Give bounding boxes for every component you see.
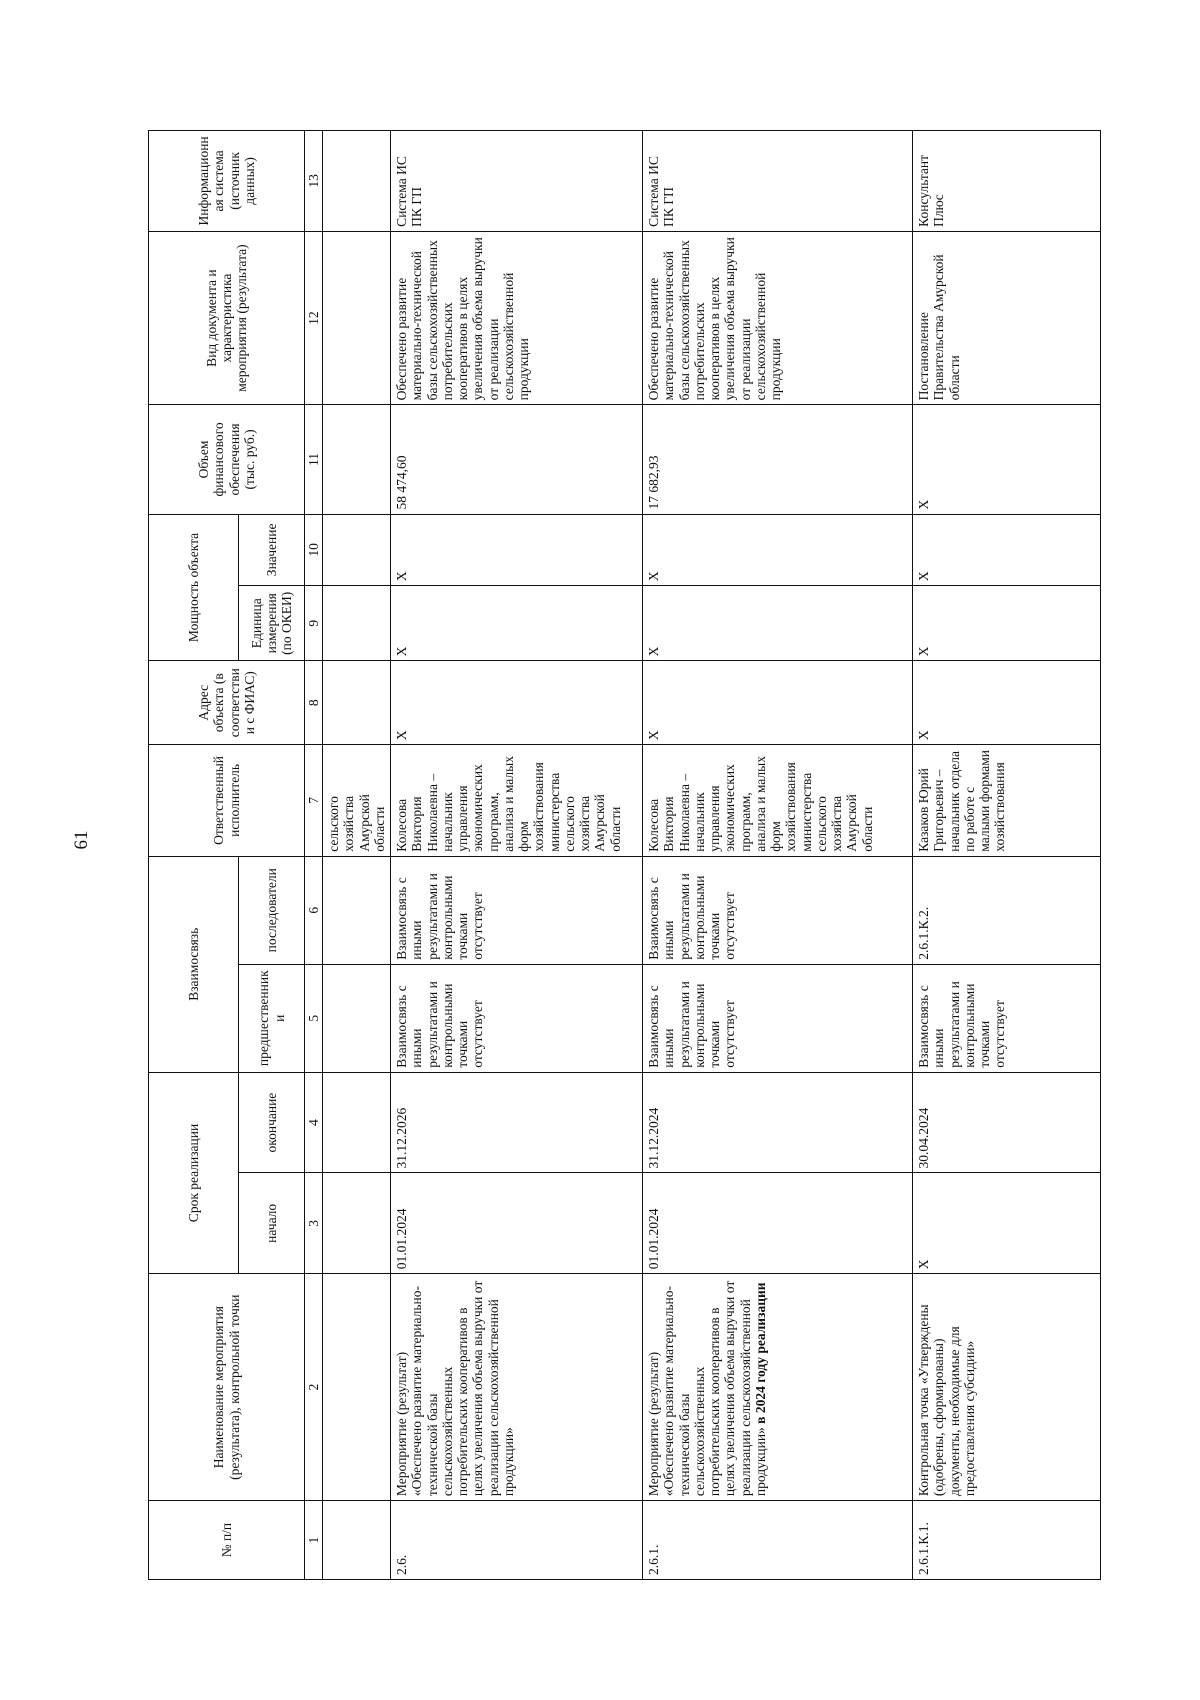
cell-unit: X xyxy=(391,586,643,661)
page-number: 61 xyxy=(71,830,92,850)
cell-start: 01.01.2024 xyxy=(391,1173,643,1274)
header-successors: последователи xyxy=(239,856,305,964)
table-row xyxy=(391,131,643,1580)
cell-number: 2.6.1.К.1. xyxy=(913,1501,1101,1580)
cell-document-type: Постановление Правительства Амурской области xyxy=(913,231,1101,405)
cell-address: X xyxy=(913,661,1101,745)
cell-document-type: Обеспечено развитие материально-технической базы сельскохозяйственных потребительских кооперативов в целях увеличения объема выручки от реализации сельскохозяйственной продукции xyxy=(391,231,643,405)
header-unit: Единица измерения (по ОКЕИ) xyxy=(239,586,305,661)
table-row xyxy=(913,131,1101,1580)
cell-funding xyxy=(323,405,391,514)
cell-name: Мероприятие (результат) «Обеспечено развитие материально-технической базы сельскохозяйственных потребительских кооперативов в целях увеличения объема выручки от реализации сельскохозяйственной продукции» xyxy=(391,1274,643,1501)
cell-successors: 2.6.1.К.2. xyxy=(913,856,1101,964)
cell-successors: Взаимосвязь с иными результатами и контрольными точками отсутствует xyxy=(391,856,643,964)
cell-end xyxy=(323,1072,391,1173)
header-number: № п/п xyxy=(149,1501,305,1580)
cell-value: X xyxy=(643,514,913,586)
cell-responsible: Колесова Виктория Николаевна – начальник управления экономических программ, анализа и малых форм хозяйствования министерства сельского хозяйства Амурской области xyxy=(643,745,913,857)
cell-predecessors: Взаимосвязь с иными результатами и контрольными точками отсутствует xyxy=(643,964,913,1072)
cell-address xyxy=(323,661,391,745)
cell-start xyxy=(323,1173,391,1274)
header-document-type: Вид документа и характеристика мероприятия (результата) xyxy=(149,231,305,405)
column-number: 3 xyxy=(305,1173,323,1274)
cell-info-system: Консультант Плюс xyxy=(913,131,1101,232)
cell-name xyxy=(323,1274,391,1501)
column-number: 2 xyxy=(305,1274,323,1501)
header-relation: Взаимосвязь xyxy=(149,856,239,1072)
header-value: Значение xyxy=(239,514,305,586)
cell-name-bold-text: в 2024 году реализации xyxy=(752,1282,768,1428)
cell-info-system: Система ИС ПК ГП xyxy=(643,131,913,232)
column-number: 11 xyxy=(305,405,323,514)
header-responsible: Ответственный исполнитель xyxy=(149,745,305,857)
cell-info-system xyxy=(323,131,391,232)
header-info-system: Информационная система (источник данных) xyxy=(149,131,305,232)
cell-name: Контрольная точка «Утверждены (одобрены, сформированы) документы, необходимые для предоставления субсидии» xyxy=(913,1274,1101,1501)
cell-document-type: Обеспечено развитие материально-технической базы сельскохозяйственных потребительских кооперативов в целях увеличения объема выручки от реализации сельскохозяйственной продукции xyxy=(643,231,913,405)
header-predecessors: предшественники xyxy=(239,964,305,1072)
cell-successors xyxy=(323,856,391,964)
column-number: 13 xyxy=(305,131,323,232)
cell-funding: 17 682,93 xyxy=(643,405,913,514)
cell-predecessors: Взаимосвязь с иными результатами и контрольными точками отсутствует xyxy=(913,964,1101,1072)
cell-number: 2.6.1. xyxy=(643,1501,913,1580)
column-number-row xyxy=(305,131,323,1580)
column-number: 6 xyxy=(305,856,323,964)
cell-address: X xyxy=(643,661,913,745)
cell-value xyxy=(323,514,391,586)
plan-table xyxy=(148,130,1101,1580)
cell-predecessors: Взаимосвязь с иными результатами и контрольными точками отсутствует xyxy=(391,964,643,1072)
column-number: 1 xyxy=(305,1501,323,1580)
header-period: Срок реализации xyxy=(149,1072,239,1273)
cell-start: 01.01.2024 xyxy=(643,1173,913,1274)
header-address: Адрес объекта (в соответствии с ФИАС) xyxy=(149,661,305,745)
column-number: 9 xyxy=(305,586,323,661)
cell-responsible: Казаков Юрий Григорьевич – начальник отдела по работе с малыми формами хозяйствования xyxy=(913,745,1101,857)
header-end: окончание xyxy=(239,1072,305,1173)
column-number: 5 xyxy=(305,964,323,1072)
column-number: 10 xyxy=(305,514,323,586)
cell-successors: Взаимосвязь с иными результатами и контрольными точками отсутствует xyxy=(643,856,913,964)
cell-funding: X xyxy=(913,405,1101,514)
cell-start: X xyxy=(913,1173,1101,1274)
cell-document-type xyxy=(323,231,391,405)
column-number: 4 xyxy=(305,1072,323,1173)
cell-funding: 58 474,60 xyxy=(391,405,643,514)
table-row xyxy=(643,131,913,1580)
cell-end: 31.12.2024 xyxy=(643,1072,913,1173)
rotated-table-container xyxy=(148,130,1086,1580)
cell-predecessors xyxy=(323,964,391,1072)
header-row-1 xyxy=(149,131,239,1580)
header-capacity: Мощность объекта xyxy=(149,514,239,661)
cell-name xyxy=(643,1274,913,1501)
header-funding: Объем финансового обеспечения (тыс. руб.) xyxy=(149,405,305,514)
cell-unit: X xyxy=(643,586,913,661)
header-start: начало xyxy=(239,1173,305,1274)
table-row xyxy=(323,131,391,1580)
cell-number: 2.6. xyxy=(391,1501,643,1580)
cell-unit xyxy=(323,586,391,661)
cell-name-text: Мероприятие (результат) «Обеспечено развитие материально-технической базы сельскохозяйственных потребительских кооперативов в целях увеличения объема выручки от реализации сельскохозяйственной продукции» xyxy=(646,1280,768,1497)
column-number: 12 xyxy=(305,231,323,405)
header-name: Наименование мероприятия (результата), контрольной точки xyxy=(149,1274,305,1501)
column-number: 7 xyxy=(305,745,323,857)
cell-end: 31.12.2026 xyxy=(391,1072,643,1173)
cell-responsible: сельского хозяйства Амурской области xyxy=(323,745,391,857)
cell-address: X xyxy=(391,661,643,745)
cell-responsible: Колесова Виктория Николаевна – начальник управления экономических программ, анализа и малых форм хозяйствования министерства сельского хозяйства Амурской области xyxy=(391,745,643,857)
cell-unit: X xyxy=(913,586,1101,661)
cell-info-system: Система ИС ПК ГП xyxy=(391,131,643,232)
cell-value: X xyxy=(913,514,1101,586)
column-number: 8 xyxy=(305,661,323,745)
cell-value: X xyxy=(391,514,643,586)
cell-number xyxy=(323,1501,391,1580)
cell-end: 30.04.2024 xyxy=(913,1072,1101,1173)
